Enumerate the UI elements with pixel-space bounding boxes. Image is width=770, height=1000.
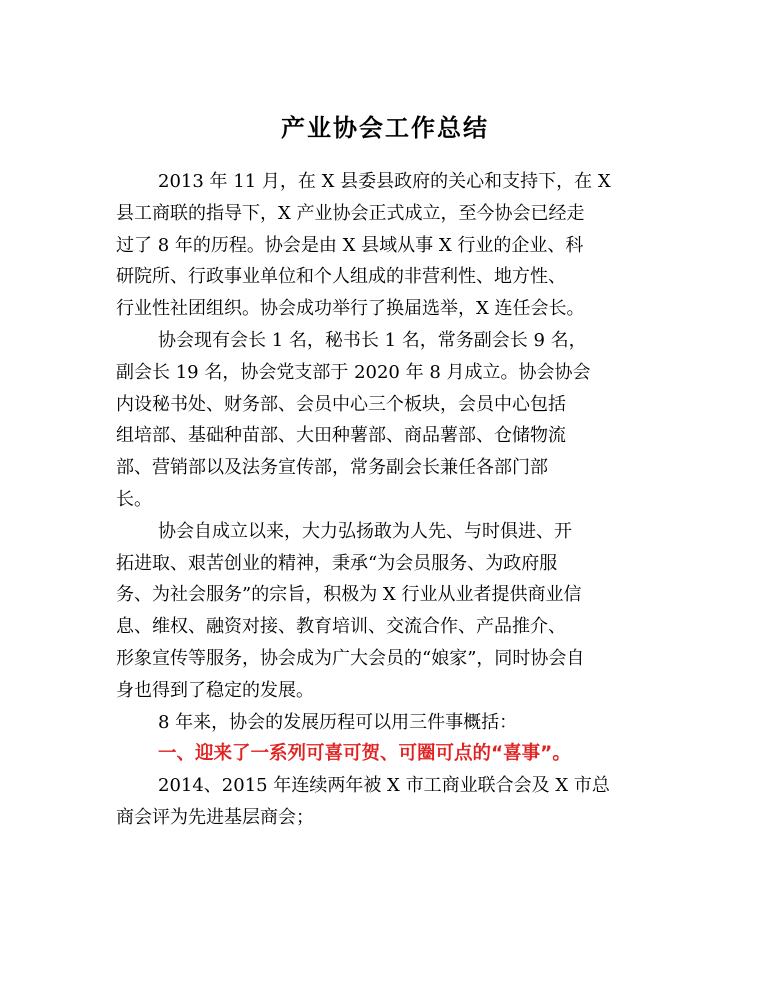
section-heading-1	[116, 738, 656, 770]
text-line: 行业性社团组织。协会成功举行了换届选举，X 连任会长。	[116, 298, 585, 320]
text-line: 过了 8 年的历程。协会是由 X 县域从事 X 行业的企业、科	[116, 234, 584, 256]
text-line: 协会现有会长 1 名，秘书长 1 名，常务副会长 9 名，	[158, 329, 587, 351]
text-line: 长。	[116, 488, 152, 510]
paragraph-achievements	[116, 770, 656, 834]
text-line: 形象宣传等服务，协会成为广大会员的“娘家”，同时协会自	[116, 647, 585, 669]
paragraph-mission	[116, 516, 656, 707]
text-line: 部、营销部以及法务宣传部，常务副会长兼任各部门部	[116, 457, 548, 479]
text-line: 组培部、基础种苗部、大田种薯部、商品薯部、仓储物流	[116, 425, 566, 447]
paragraph-intro	[116, 166, 656, 325]
document-body	[116, 166, 656, 834]
text-line: 息、维权、融资对接、教育培训、交流合作、产品推介、	[116, 616, 566, 638]
text-line: 协会自成立以来，大力弘扬敢为人先、与时俱进、开	[158, 520, 572, 542]
text-line: 2013 年 11 月，在 X 县委县政府的关心和支持下，在 X	[158, 171, 611, 192]
text-line: 县工商联的指导下，X 产业协会正式成立，至今协会已经走	[116, 202, 585, 224]
document-title: 产业协会工作总结	[281, 114, 489, 142]
text-line: 8 年来，协会的发展历程可以用三件事概括：	[158, 711, 518, 733]
text-line: 商会评为先进基层商会；	[116, 806, 314, 828]
text-line: 副会长 19 名，协会党支部于 2020 年 8 月成立。协会协会	[116, 361, 591, 383]
text-line: 研院所、行政事业单位和个人组成的非营利性、地方性、	[116, 266, 566, 288]
text-line: 2014、2015 年连续两年被 X 市工商业联合会及 X 市总	[158, 775, 610, 797]
text-line: 内设秘书处、财务部、会员中心三个板块，会员中心包括	[116, 393, 566, 415]
text-line: 务、为社会服务”的宗旨，积极为 X 行业从业者提供商业信	[116, 584, 582, 606]
paragraph-summary-intro	[116, 707, 656, 739]
text-line: 身也得到了稳定的发展。	[116, 679, 314, 701]
text-line: 拓进取、艰苦创业的精神，秉承“为会员服务、为政府服	[116, 552, 558, 574]
paragraph-structure	[116, 325, 656, 516]
section-heading-text: 一、迎来了一系列可喜可贺、可圈可点的“喜事”。	[158, 743, 571, 765]
